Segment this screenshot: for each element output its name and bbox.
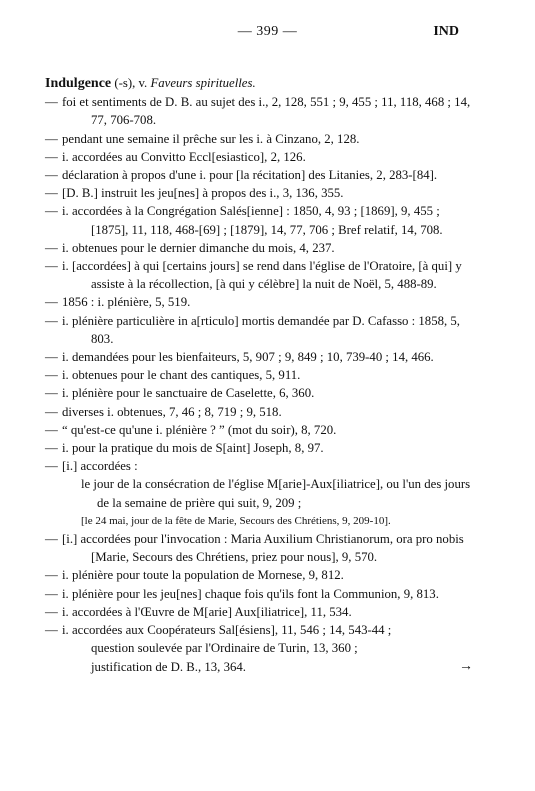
heading-term: Indulgence [45,76,112,91]
index-entry: — i. accordées aux Coopérateurs Sal[ésiens], 11, 546 ; 14, 543-44 ; [45,623,392,638]
index-subentry-note: [le 24 mai, jour de la fête de Marie, Secours des Chrétiens, 9, 209-10]. [81,514,391,527]
index-entry: — i. accordées au Convitto Eccl[esiastico], 2, 126. [45,149,306,164]
index-entry: — i. pour la pratique du mois de S[aint] Joseph, 8, 97. [45,441,324,456]
section-label: IND [433,24,459,39]
index-entry: — [D. B.] instruit les jeu[nes] à propos des i., 3, 136, 355. [45,186,344,201]
heading-suffix: (-s), v. [111,76,151,90]
index-heading [45,74,475,93]
index-entry: — déclaration à propos d'une i. pour [la récitation] des Litanies, 2, 283-[84]. [45,168,438,183]
index-entry: — i. accordées à l'Œuvre de M[arie] Aux[iliatrice], 11, 534. [45,604,352,619]
heading-see-also: Faveurs spirituelles. [150,76,256,90]
continuation-arrow-icon: → [459,658,473,674]
index-subentry: le jour de la consécration de l'église M[arie]-Aux[iliatrice], ou l'un des jours de la semaine de prière qui suit, 9, 209 ; [81,477,471,510]
index-entry: — i. demandées pour les bienfaiteurs, 5, 907 ; 9, 849 ; 10, 739-40 ; 14, 466. [45,350,434,365]
index-subentry: question soulevée par l'Ordinaire de Turin, 13, 360 ; [91,641,358,656]
index-entry: — 1856 : i. plénière, 5, 519. [45,295,191,310]
index-content [45,74,475,676]
index-entry: — pendant une semaine il prêche sur les i. à Cinzano, 2, 128. [45,131,360,146]
index-entry: — i. obtenues pour le dernier dimanche du mois, 4, 237. [45,240,335,255]
index-entry: — i. plénière pour le sanctuaire de Caselette, 6, 360. [45,386,315,401]
index-entry: — “ qu'est-ce qu'une i. plénière ? ” (mot du soir), 8, 720. [45,422,337,437]
index-entry: — foi et sentiments de D. B. au sujet des i., 2, 128, 551 ; 9, 455 ; 11, 118, 468 ; 14, 77, 706-708. [45,95,471,128]
page-header [0,24,535,44]
index-entry: — i. obtenues pour le chant des cantiques, 5, 911. [45,368,301,383]
index-entry: — diverses i. obtenues, 7, 46 ; 8, 719 ; 9, 518. [45,404,282,419]
index-subentry-last: justification de D. B., 13, 364. → [45,658,475,676]
index-entry: — i. plénière pour les jeu[nes] chaque fois qu'ils font la Communion, 9, 813. [45,586,439,601]
page-number: — 399 — [237,24,298,39]
index-entry: — [i.] accordées pour l'invocation : Maria Auxilium Christianorum, ora pro nobis [Marie, Secours des Chrétiens, priez pour nous], 9, 570. [45,532,464,565]
index-entry: — i. plénière particulière in a[rticulo] mortis demandée par D. Cafasso : 1858, 5, 803. [45,313,460,346]
index-entry: — i. plénière pour toute la population de Mornese, 9, 812. [45,568,344,583]
index-entry: — i. [accordées] à qui [certains jours] se rend dans l'église de l'Oratoire, [à qui] y assiste à la récollection, [à qui y célèbre] la nuit de Noël, 5, 488-89. [45,259,462,292]
index-entry: — [i.] accordées : [45,459,138,474]
index-entry: — i. accordées à la Congrégation Salés[ienne] : 1850, 4, 93 ; [1869], 9, 455 ; [1875], 11, 118, 468-[69] ; [1879], 14, 77, 706 ; Bref relatif, 14, 708. [45,204,443,237]
